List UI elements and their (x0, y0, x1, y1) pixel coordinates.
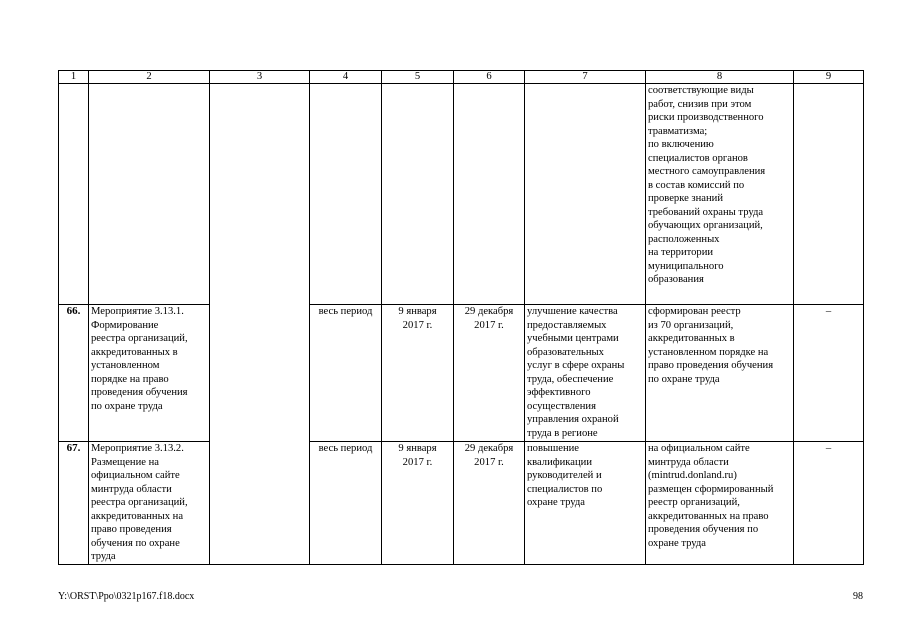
header-cell-4: 4 (310, 71, 382, 84)
cell-result (525, 84, 646, 305)
cell-num (59, 84, 89, 305)
header-row (59, 71, 864, 84)
table-row (59, 305, 864, 442)
report-table (58, 70, 864, 565)
cell-name (89, 84, 210, 305)
cell-start (382, 84, 454, 305)
cell-responsible (210, 84, 310, 565)
header-cell-8: 8 (646, 71, 794, 84)
header-cell-5: 5 (382, 71, 454, 84)
end-date: 29 декабря 2017 г. (454, 305, 525, 442)
start-date: 9 января 2017 г. (382, 442, 454, 565)
cell-note (794, 84, 864, 305)
row-number: 67. (59, 442, 89, 565)
table-row (59, 442, 864, 565)
event-name: Мероприятие 3.13.1. Формирование реестра организаций, аккредитованных в установленном порядке на право проведения обучения по охране труда (89, 305, 210, 442)
actual-result: сформирован реестр из 70 организаций, аккредитованных в установленном порядке на право проведения обучения по охране труда (646, 305, 794, 442)
header-cell-2: 2 (89, 71, 210, 84)
header-cell-3: 3 (210, 71, 310, 84)
cell-period (310, 84, 382, 305)
header-cell-9: 9 (794, 71, 864, 84)
table-row-continuation (59, 84, 864, 305)
document-path: Y:\ORST\Ppo\0321p167.f18.docx (58, 591, 195, 602)
page-number: 98 (853, 591, 863, 602)
end-date: 29 декабря 2017 г. (454, 442, 525, 565)
event-name: Мероприятие 3.13.2. Размещение на официальном сайте минтруда области реестра организаций, аккредитованных на право проведения обучения по охране труда (89, 442, 210, 565)
start-date: 9 января 2017 г. (382, 305, 454, 442)
header-cell-7: 7 (525, 71, 646, 84)
cell-end (454, 84, 525, 305)
header-cell-1: 1 (59, 71, 89, 84)
cell-done: соответствующие виды работ, снизив при этом риски производственного травматизма; по включению специалистов органов местного самоуправления в состав комиссий по проверке знаний требований охраны труда обучающих организаций, расположенных на территории муниципального образования (646, 84, 794, 305)
header-cell-6: 6 (454, 71, 525, 84)
period: весь период (310, 442, 382, 565)
note: – (794, 442, 864, 565)
expected-result: повышение квалификации руководителей и специалистов по охране труда (525, 442, 646, 565)
expected-result: улучшение качества предоставляемых учебными центрами образовательных услуг в сфере охраны труда, обеспечение эффективного осуществления управления охраной труда в регионе (525, 305, 646, 442)
row-number: 66. (59, 305, 89, 442)
note: – (794, 305, 864, 442)
period: весь период (310, 305, 382, 442)
actual-result: на официальном сайте минтруда области (mintrud.donland.ru) размещен сформированный реестр организаций, аккредитованных на право проведения обучения по охране труда (646, 442, 794, 565)
